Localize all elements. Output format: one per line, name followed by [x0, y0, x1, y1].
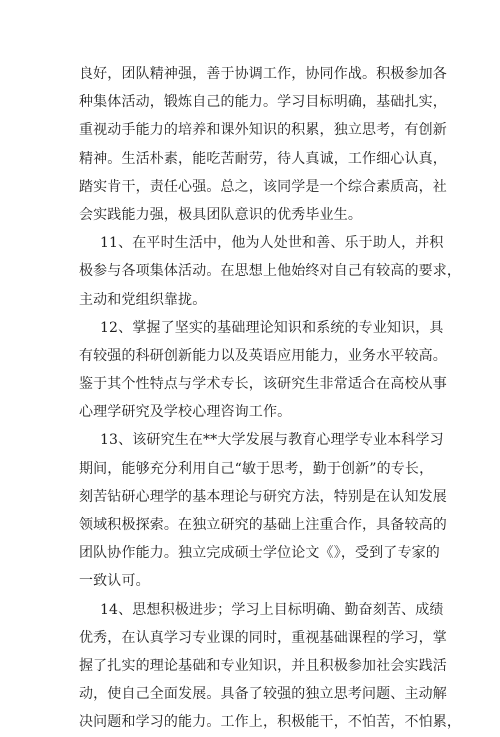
text-line: 重视动手能力的培养和课外知识的积累，独立思考，有创新: [79, 122, 447, 139]
text-line: 有较强的科研创新能力以及英语应用能力，业务水平较高。: [79, 347, 447, 364]
text-line: 优秀，在认真学习专业课的同时，重视基础课程的学习，掌: [79, 629, 447, 646]
text-line: 种集体活动，锻炼自己的能力。学习目标明确，基础扎实，: [79, 94, 447, 111]
text-line: 踏实肯干，责任心强。总之，该同学是一个综合素质高，社: [79, 178, 447, 195]
text-line: 精神。生活朴素，能吃苦耐劳，待人真诚，工作细心认真，: [79, 150, 447, 167]
paragraph-13-first-line: 13、该研究生在**大学发展与教育心理学专业本科学习: [100, 432, 444, 449]
document-body: [79, 60, 462, 737]
text-line: 会实践能力强，极具团队意识的优秀毕业生。: [79, 206, 362, 223]
text-line: 动，使自己全面发展。具备了较强的独立思考问题、主动解: [79, 686, 447, 703]
text-line: 极参与各项集体活动。在思想上他始终对自己有较高的要求，: [79, 263, 462, 280]
text-line: 良好，团队精神强，善于协调工作，协同作战。积极参加各: [79, 66, 447, 82]
text-line: 期间，能够充分利用自己“敏于思考，勤于创新”的专长，: [79, 460, 434, 477]
paragraph-14-first-line: 14、思想积极进步；学习上目标明确、勤奋刻苦、成绩: [100, 601, 444, 618]
text-line: 心理学研究及学校心理咨询工作。: [79, 404, 292, 421]
text-line: 鉴于其个性特点与学术专长，该研究生非常适合在高校从事: [79, 376, 447, 393]
text-line: 决问题和学习的能力。工作上，积极能干，不怕苦，不怕累，: [79, 714, 462, 731]
paragraph-12-first-line: 12、掌握了坚实的基础理论知识和系统的专业知识，具: [100, 319, 444, 336]
text-line: 团队协作能力。独立完成硕士学位论文《》，受到了专家的: [79, 545, 440, 562]
text-line: 刻苦钻研心理学的基本理论与研究方法，特别是在认知发展: [79, 488, 447, 505]
text-line: 领域积极探索。在独立研究的基础上注重合作，具备较高的: [79, 517, 447, 533]
text-line: 握了扎实的理论基础和专业知识，并且积极参加社会实践活: [79, 657, 447, 674]
paragraph-11-first-line: 11、在平时生活中，他为人处世和善、乐于助人，并积: [100, 235, 444, 252]
text-line: 一致认可。: [79, 573, 150, 590]
text-line: 主动和党组织靠拢。: [79, 291, 207, 308]
